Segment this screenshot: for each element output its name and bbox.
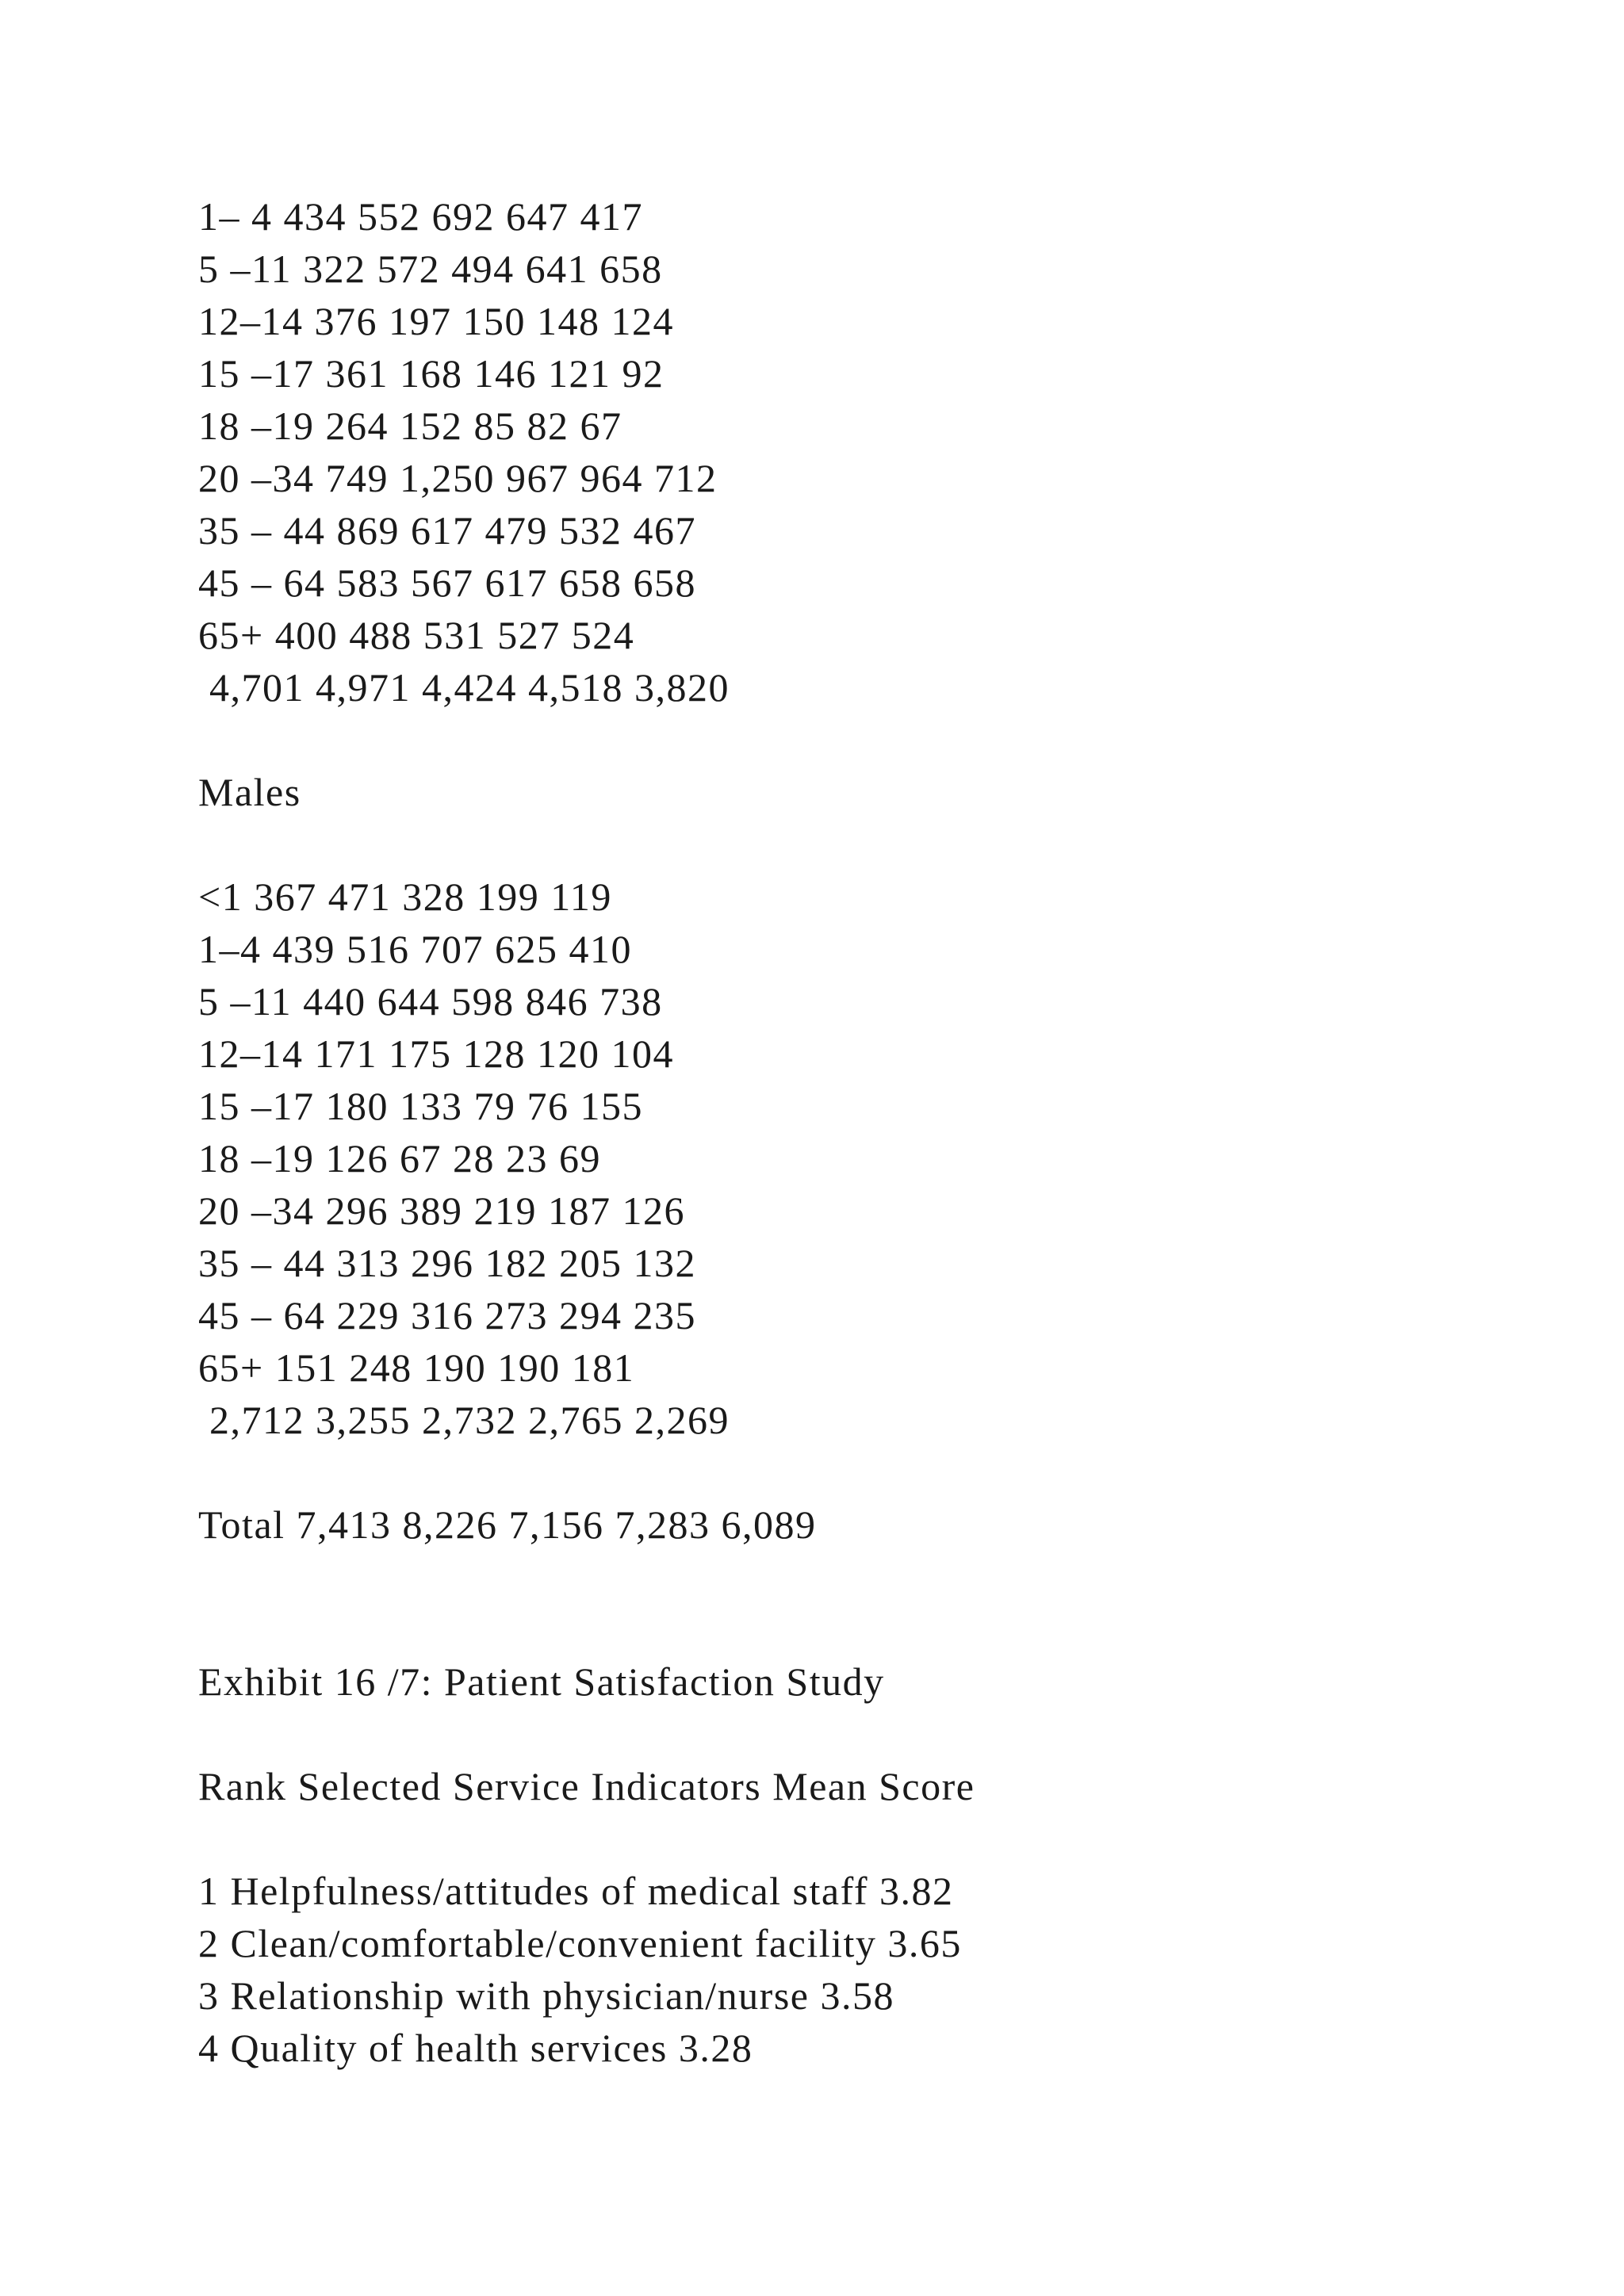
- females-table: [198, 190, 1546, 714]
- spacer: [198, 1551, 1546, 1655]
- table-row: 4 Quality of health services 3.28: [198, 2026, 753, 2070]
- males-heading: Males: [198, 770, 301, 814]
- spacer: [198, 1708, 1546, 1760]
- table-row: 45 – 64 583 567 617 658 658: [198, 561, 696, 605]
- spacer: [198, 818, 1546, 871]
- table-row: 65+ 151 248 190 190 181: [198, 1345, 635, 1390]
- table-row: 45 – 64 229 316 273 294 235: [198, 1293, 696, 1337]
- table-row: 18 –19 126 67 28 23 69: [198, 1136, 601, 1181]
- table-row: 20 –34 749 1,250 967 964 712: [198, 456, 718, 500]
- males-table: [198, 871, 1546, 1446]
- spacer: [198, 1812, 1546, 1865]
- table-row: 65+ 400 488 531 527 524: [198, 613, 635, 657]
- table-row: 20 –34 296 389 219 187 126: [198, 1188, 685, 1233]
- table-row: 3 Relationship with physician/nurse 3.58: [198, 1973, 894, 2018]
- table-row: 1–4 439 516 707 625 410: [198, 927, 632, 971]
- exhibit-title: Exhibit 16 /7: Patient Satisfaction Study: [198, 1659, 885, 1704]
- table-row: 35 – 44 313 296 182 205 132: [198, 1241, 696, 1285]
- table-row: 35 – 44 869 617 479 532 467: [198, 508, 696, 553]
- subtotal-row: 4,701 4,971 4,424 4,518 3,820: [198, 665, 730, 710]
- exhibit-table: [198, 1865, 1546, 2074]
- subtotal-row: 2,712 3,255 2,732 2,765 2,269: [198, 1398, 730, 1442]
- table-row: <1 367 471 328 199 119: [198, 874, 612, 919]
- table-row: 1 Helpfulness/attitudes of medical staff 3.82: [198, 1869, 954, 1913]
- table-row: 12–14 171 175 128 120 104: [198, 1031, 674, 1076]
- table-row: 15 –17 361 168 146 121 92: [198, 351, 665, 396]
- total-row: Total 7,413 8,226 7,156 7,283 6,089: [198, 1502, 817, 1547]
- table-row: 18 –19 264 152 85 82 67: [198, 404, 622, 448]
- table-row: 5 –11 440 644 598 846 738: [198, 979, 663, 1024]
- exhibit-table-header: Rank Selected Service Indicators Mean Score: [198, 1764, 975, 1808]
- spacer: [198, 1446, 1546, 1498]
- table-row: 2 Clean/comfortable/convenient facility 3.65: [198, 1921, 962, 1965]
- table-row: 12–14 376 197 150 148 124: [198, 299, 674, 343]
- document-page: [198, 190, 1546, 2074]
- spacer: [198, 714, 1546, 766]
- table-row: 15 –17 180 133 79 76 155: [198, 1084, 643, 1128]
- table-row: 1– 4 434 552 692 647 417: [198, 194, 643, 239]
- table-row: 5 –11 322 572 494 641 658: [198, 247, 663, 291]
